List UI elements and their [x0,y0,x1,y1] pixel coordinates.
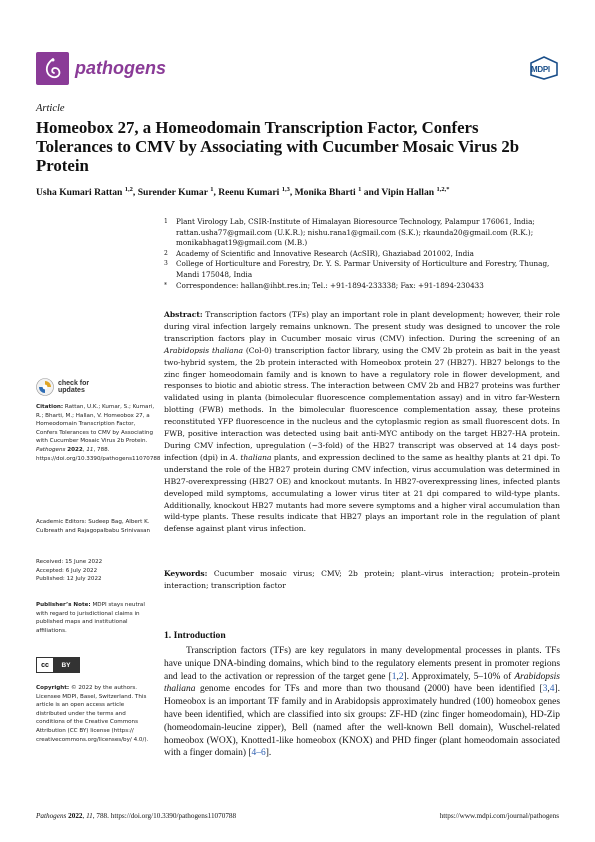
section-heading-introduction: 1. Introduction [164,630,226,641]
article-title: Homeobox 27, a Homeodomain Transcription Factor, Confers Tolerances to CMV by Associating with Cucumber Mosaic Virus 2b Protein [36,118,520,175]
check-updates-icon [36,378,54,396]
author[interactable]: Usha Kumari Rattan $^{1,2}$ [36,186,133,199]
citation-block: Citation: Rattan, U.K.; Kumar, S.; Kumari, R.; Bharti, M.; Hallan, V. Homeobox 27, a Homeodomain Transcription Factor, Confers Tolerances to CMV by Associating with Cucumber Mosaic Virus 2b Protein. Pathogens 2022, 11, 788. https://doi.org/10.3390/pathogens11070788 [36,404,161,462]
keywords: Keywords: Cucumber mosaic virus; CMV; 2b protein; plant–virus interaction; protein–protein interaction; transcription factor [164,569,560,590]
pathogens-logo-icon [36,52,69,85]
introduction-paragraph: Transcription factors (TFs) are key regulators in many developmental processes in plants. TFs have unique DNA-binding domains, which bind to the regulatory elements present in promoter regions and lead to the activation or repression of the target gene [1,2]. Approximately, 5–10% of Arabidopsis thaliana genome encodes for TFs and more than two thousand (2000) have been identified [3,4]. Homeobox is an important TF family and in Arabidopsis approximately hundred (100) homeobox genes have been identified, which are classified into six groups: ZF-HD (zinc finger homeodomain), HD-Zip (homeodomain-leucine zipper), Bell (named after the well-known Bell domain), Wuschel-related homeobox (WOX), Knotted1-like homeobox (KNOX) and PHD finger (plant homeodomain associated with a finger domain) [4–6]. [164,646,560,759]
article-type: Article [36,103,65,114]
footer-doi-link[interactable]: , 788. https://doi.org/10.3390/pathogens11070788 [92,812,237,820]
affiliation-item: 2 Academy of Scientific and Innovative Research (AcSIR), Ghaziabad 201002, India [164,248,474,258]
academic-editors: Academic Editors: Sudeep Bag, Albert K. Culbreath and Rajagopalbabu Srinivasan [36,519,151,534]
creative-commons-icon: cc [41,661,49,669]
abstract-label: Abstract: [164,310,203,319]
reference-link[interactable]: 2 [398,671,404,682]
author[interactable]: Vipin Hallan $^{1,2,*}$ [381,186,450,199]
page-footer [36,812,559,820]
footer-journal-url[interactable]: https://www.mdpi.com/journal/pathogens [439,812,559,820]
citation-doi-link[interactable]: , 788. https://doi.org/10.3390/pathogens11070788 [36,446,161,462]
reference-link[interactable]: 3 [542,684,548,695]
footer-citation: Pathogens 2022, 11, 788. https://doi.org/10.3390/pathogens11070788 [36,812,237,820]
journal-logo[interactable] [36,52,166,85]
affiliations [164,217,564,291]
reference-link[interactable]: 1 [391,671,397,682]
author[interactable]: Monika Bharti $^1$ [294,186,362,199]
affiliation-item: 3 College of Horticulture and Forestry, Dr. Y. S. Parmar University of Horticulture and Forestry, Thunag, Mandi 175048, India [164,259,550,279]
attribution-icon: BY [53,658,79,672]
cc-by-license-badge[interactable] [36,657,80,673]
mdpi-logo[interactable] [529,56,559,80]
copyright-notice: Copyright: © 2022 by the authors. Licensee MDPI, Basel, Switzerland. This article is an open access article distributed under the terms and conditions of the Creative Commons Attribution (CC BY) license (https:// creativecommons.org/licenses/by/ 4.0/). [36,685,149,743]
author[interactable]: Surender Kumar $^1$ [137,186,214,199]
mdpi-text: MDPI [531,65,550,74]
publisher-note: Publisher’s Note: MDPI stays neutral with regard to jurisdictional claims in published maps and institutional affiliations. [36,602,145,634]
reference-link[interactable]: 4–6 [251,748,266,759]
affiliation-item: * Correspondence: hallan@ihbt.res.in; Tel.: +91-1894-233338; Fax: +91-1894-230433 [164,280,484,290]
keywords-label: Keywords: [164,569,208,578]
article-dates: Received: 15 June 2022 Accepted: 6 July 2022 Published: 12 July 2022 [36,559,103,583]
author-list: Usha Kumari Rattan $^{1,2}$, Surender Kumar $^1$, Reenu Kumari $^{1,3}$, Monika Bharti $^1$ and Vipin Hallan $^{1,2,*}$ [36,186,450,199]
author[interactable]: Reenu Kumari $^{1,3}$ [218,186,290,199]
affiliation-item: 1 Plant Virology Lab, CSIR-Institute of Himalayan Bioresource Technology, Palampur 176061, India; rattan.usha77@gmail.com (U.K.R.); nishu.rana1@gmail.com (S.K.); rkaunda20@gmail.com (R.K.); monikabhagat19@gmail.com (M.B.) [164,217,535,248]
check-for-updates-button[interactable]: check for updates [36,378,89,396]
reference-link[interactable]: 4 [549,684,555,695]
abstract: Abstract: Transcription factors (TFs) play an important role in plant development; however, their role during viral infection largely remains unknown. The present study was designed to uncover the role transcription factors play in Cucumber mosaic virus (CMV) infection. During the screening of an Arabidopsis thaliana (Col-0) transcription factor library, using the CMV 2b protein as bait in the yeast two-hybrid system, the 2b protein interacted with Homeobox protein 27 (HB27). HB27 belongs to the zinc finger homeodomain family and is known to have a regulatory role in flower development, and responses to biotic and abiotic stress. The interaction between CMV 2b and HB27 proteins was further validated using in planta (bimolecular fluorescence complementation assay) and in vitro far-Western blotting (FWB) methods. In the bimolecular fluorescence complementation assay, these proteins reconstituted YFP fluorescence in the nucleus and the cytoplasmic region as small fluorescent dots. In FWB, positive interaction was detected using bait anti-MYC antibody on the target HB27-HA protein. During CMV infection, upregulation (~3-fold) of the HB27 transcript was observed at 14 days post-infection (dpi) in A. thaliana plants, and expression declined to the same as healthy plants at 21 dpi. To understand the role of the HB27 protein during CMV infection, virus accumulation was determined in HB27-overexpressing (HB27 OE) and knockout mutants. In HB27-overexpressing lines, infected plants developed mild symptoms, accumulating a lower virus titer at 21 dpi compared to wild-type plants. Additionally, knockout HB27 mutants had more severe symptoms and a higher viral accumulation than wild-type plants. These results indicate that HB27 plays an important role in the regulation of plant defense against plant virus infection. [164,310,561,534]
journal-name: pathogens [75,58,167,78]
